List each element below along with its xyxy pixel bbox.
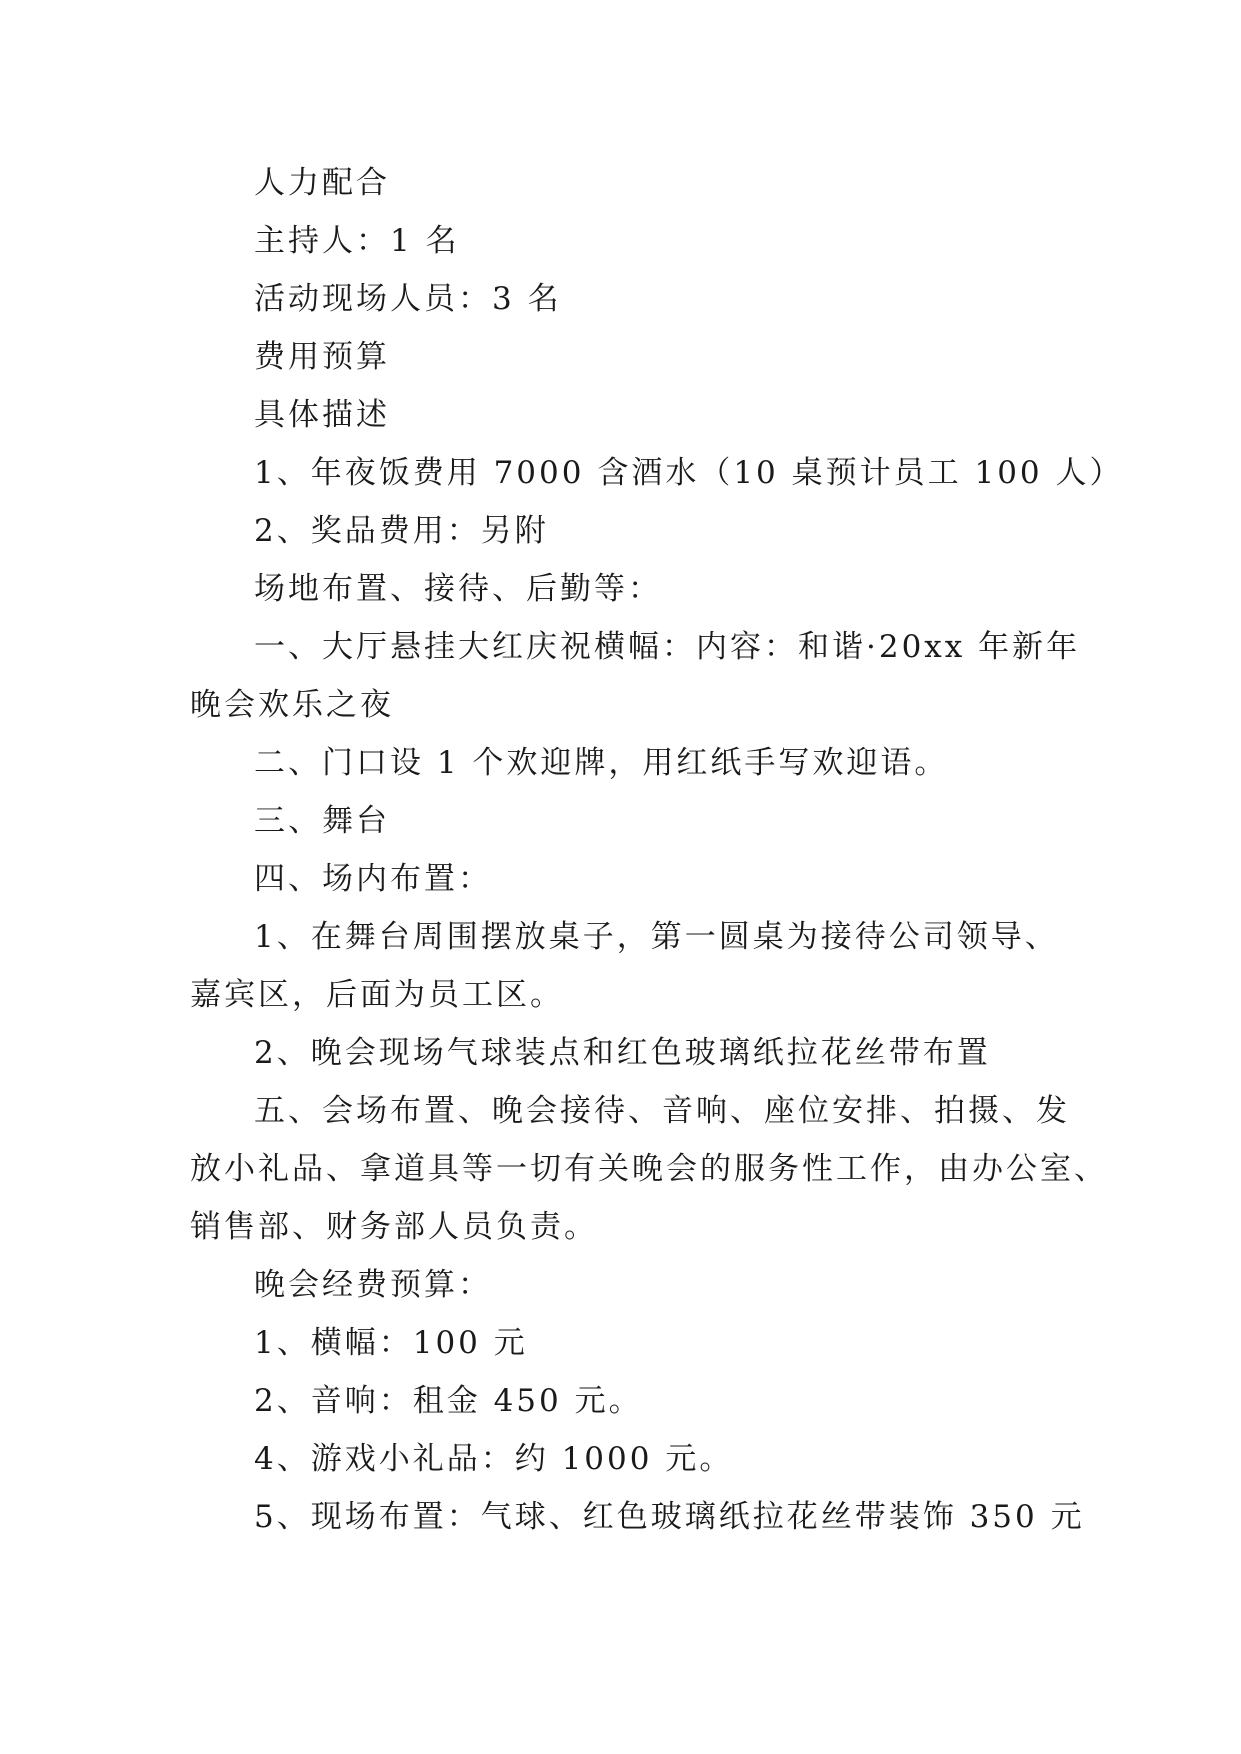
text-line: 1、在舞台周围摆放桌子，第一圆桌为接待公司领导、 bbox=[254, 919, 1059, 955]
text-line: 一、大厅悬挂大红庆祝横幅：内容：和谐·20xx 年新年 bbox=[254, 629, 1081, 665]
text-line: 五、会场布置、晚会接待、音响、座位安排、拍摄、发 bbox=[254, 1093, 1070, 1129]
text-line: 费用预算 bbox=[254, 339, 390, 375]
text-line: 2、奖品费用：另附 bbox=[254, 513, 549, 549]
text-line: 4、游戏小礼品：约 1000 元。 bbox=[254, 1441, 734, 1477]
text-line: 具体描述 bbox=[254, 397, 390, 433]
text-line: 晚会经费预算： bbox=[254, 1267, 492, 1303]
text-line: 2、音响：租金 450 元。 bbox=[254, 1383, 643, 1419]
text-line: 2、晚会现场气球装点和红色玻璃纸拉花丝带布置 bbox=[254, 1035, 991, 1071]
text-line: 三、舞台 bbox=[254, 803, 390, 839]
text-line: 四、场内布置： bbox=[254, 861, 492, 897]
text-line: 晚会欢乐之夜 bbox=[190, 687, 394, 723]
text-line: 人力配合 bbox=[254, 165, 390, 201]
text-line: 嘉宾区，后面为员工区。 bbox=[190, 977, 564, 1013]
text-line: 场地布置、接待、后勤等： bbox=[254, 571, 662, 607]
text-line: 主持人：1 名 bbox=[254, 223, 460, 259]
text-line: 二、门口设 1 个欢迎牌，用红纸手写欢迎语。 bbox=[254, 745, 949, 781]
text-line: 活动现场人员：3 名 bbox=[254, 281, 562, 317]
text-line: 放小礼品、拿道具等一切有关晚会的服务性工作，由办公室、 bbox=[190, 1151, 1108, 1187]
text-line: 1、年夜饭费用 7000 含酒水（10 桌预计员工 100 人） bbox=[254, 455, 1124, 491]
text-line: 1、横幅：100 元 bbox=[254, 1325, 528, 1361]
text-line: 销售部、财务部人员负责。 bbox=[190, 1209, 598, 1245]
text-line: 5、现场布置：气球、红色玻璃纸拉花丝带装饰 350 元 bbox=[254, 1499, 1085, 1535]
